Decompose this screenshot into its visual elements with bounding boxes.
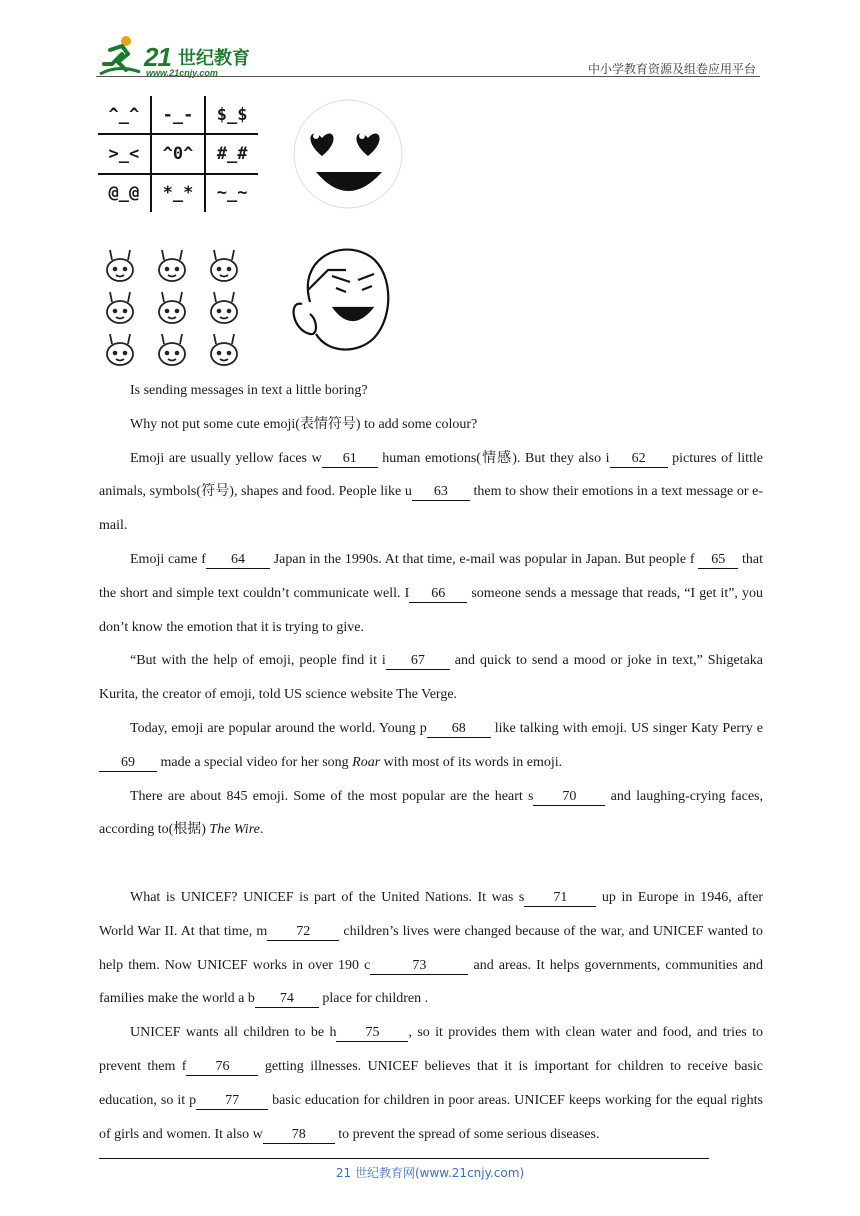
- answer-blank: 70: [533, 789, 605, 806]
- paragraph: [99, 543, 763, 644]
- answer-blank: 71: [524, 890, 596, 907]
- paragraph-spacer: [99, 847, 763, 881]
- emoticon-cell: ^_^: [98, 96, 151, 134]
- logo-number: 21: [144, 42, 171, 72]
- emoticon-cell: ^0^: [151, 134, 205, 174]
- text-run: , so it provides them with clean water and food, and tries to prevent them f: [99, 1025, 764, 1074]
- answer-blank: 64: [206, 552, 270, 569]
- text-run: and laughing-crying faces, according to(根据): [99, 788, 763, 838]
- emoticon-cell: *_*: [151, 174, 205, 212]
- answer-blank: 76: [186, 1059, 258, 1076]
- text-run: “But with the help of emoji, people find it i: [130, 653, 386, 669]
- site-logo: [96, 34, 266, 78]
- text-run: What is UNICEF? UNICEF is part of the United Nations. It was s: [130, 889, 525, 905]
- text-run: pictures of little animals, symbols(符号), shapes and food. People like u: [99, 450, 763, 500]
- answer-blank: 75: [336, 1025, 408, 1042]
- header-divider: [96, 76, 760, 77]
- page-header: [96, 30, 760, 78]
- text-run: like talking with emoji. US singer Katy Perry e: [490, 720, 763, 736]
- paragraph: [99, 442, 763, 543]
- heart-eyes-face-icon: [292, 96, 404, 212]
- answer-blank: 69: [99, 755, 157, 772]
- emoticon-cell: #_#: [205, 134, 258, 174]
- answer-blank: 61: [322, 451, 378, 468]
- answer-blank: 78: [263, 1127, 335, 1144]
- paragraph: [99, 1016, 763, 1151]
- text-run: Is sending messages in text a little boring?: [130, 383, 368, 398]
- text-run: There are about 845 emoji. Some of the most popular are the heart s: [130, 788, 534, 804]
- bunny-stickers-icon: [100, 248, 250, 368]
- answer-blank: 63: [412, 484, 470, 501]
- text-run: Japan in the 1990s. At that time, e-mail was popular in Japan. But people f: [269, 551, 699, 567]
- text-run: human emotions(情感). But they also i: [377, 450, 610, 466]
- answer-blank: 74: [255, 991, 319, 1008]
- text-run: Emoji are usually yellow faces w: [130, 450, 322, 466]
- text-run: place for children .: [318, 991, 429, 1007]
- text-run: Emoji came f: [130, 551, 206, 567]
- footer-text: 21 世纪教育网(www.21cnjy.com): [335, 1166, 525, 1180]
- paragraph: [99, 644, 763, 712]
- text-run: basic education for children in poor areas. UNICEF keeps working for the equal rights of girls and women. It also w: [99, 1092, 763, 1142]
- text-run: and areas. It helps governments, communities and families make the world a b: [99, 957, 763, 1007]
- passage: [99, 374, 763, 1151]
- emoticon-cell: -_-: [151, 96, 205, 134]
- text-run: made a special video for her song: [157, 754, 353, 770]
- paragraph: [99, 881, 763, 1016]
- text-run: Today, emoji are popular around the world. Young p: [130, 720, 427, 736]
- platform-label: 中小学教育资源及组卷应用平台: [587, 62, 756, 76]
- emoticon-grid: [98, 96, 258, 212]
- answer-blank: 62: [610, 451, 668, 468]
- emoticon-cell: >_<: [98, 134, 151, 174]
- text-run: that the short and simple text couldn’t communicate well. I: [99, 551, 763, 601]
- logo-url: www.21cnjy.com: [146, 68, 218, 78]
- emoticon-cell: ~_~: [205, 174, 258, 212]
- italic-title: The Wire: [209, 822, 260, 838]
- answer-blank: 67: [386, 653, 450, 670]
- runner-logo-icon: [96, 34, 144, 78]
- text-run: .: [259, 822, 264, 838]
- answer-blank: 66: [409, 586, 467, 603]
- emoticon-cell: @_@: [98, 174, 151, 212]
- saluting-cartoon-icon: [288, 230, 406, 360]
- text-run: them to show their emotions in a text message or e-mail.: [99, 484, 763, 534]
- text-run: getting illnesses. UNICEF believes that it is important for children to receive basic education, so it p: [99, 1058, 763, 1108]
- paragraph: [99, 374, 763, 408]
- text-run: with most of its words in emoji.: [380, 754, 563, 770]
- text-run: to prevent the spread of some serious diseases.: [334, 1126, 600, 1142]
- logo-chinese-text: 世纪教育: [178, 48, 250, 69]
- answer-blank: 77: [196, 1093, 268, 1110]
- text-run: Why not put some cute emoji(表情符号) to add some colour?: [130, 416, 478, 432]
- paragraph: [99, 712, 763, 780]
- paragraph: [99, 780, 763, 848]
- text-run: children’s lives were changed because of the war, and UNICEF wanted to help them. Now UNICEF works in over 190 c: [99, 923, 763, 973]
- footer-divider: [99, 1158, 709, 1159]
- text-run: UNICEF wants all children to be h: [130, 1025, 337, 1041]
- paragraph: [99, 408, 763, 442]
- italic-title: Roar: [352, 754, 381, 770]
- text-run: and quick to send a mood or joke in text,” Shigetaka Kurita, the creator of emoji, told US science website The Verge.: [99, 653, 764, 703]
- text-run: someone sends a message that reads, “I get it”, you don’t know the emotion that it is trying to give.: [99, 585, 763, 635]
- emoticon-cell: $_$: [205, 96, 258, 134]
- answer-blank: 68: [427, 721, 491, 738]
- answer-blank: 73: [370, 958, 468, 975]
- text-run: up in Europe in 1946, after World War II. At that time, m: [99, 889, 763, 939]
- answer-blank: 65: [698, 552, 738, 569]
- answer-blank: 72: [267, 924, 339, 941]
